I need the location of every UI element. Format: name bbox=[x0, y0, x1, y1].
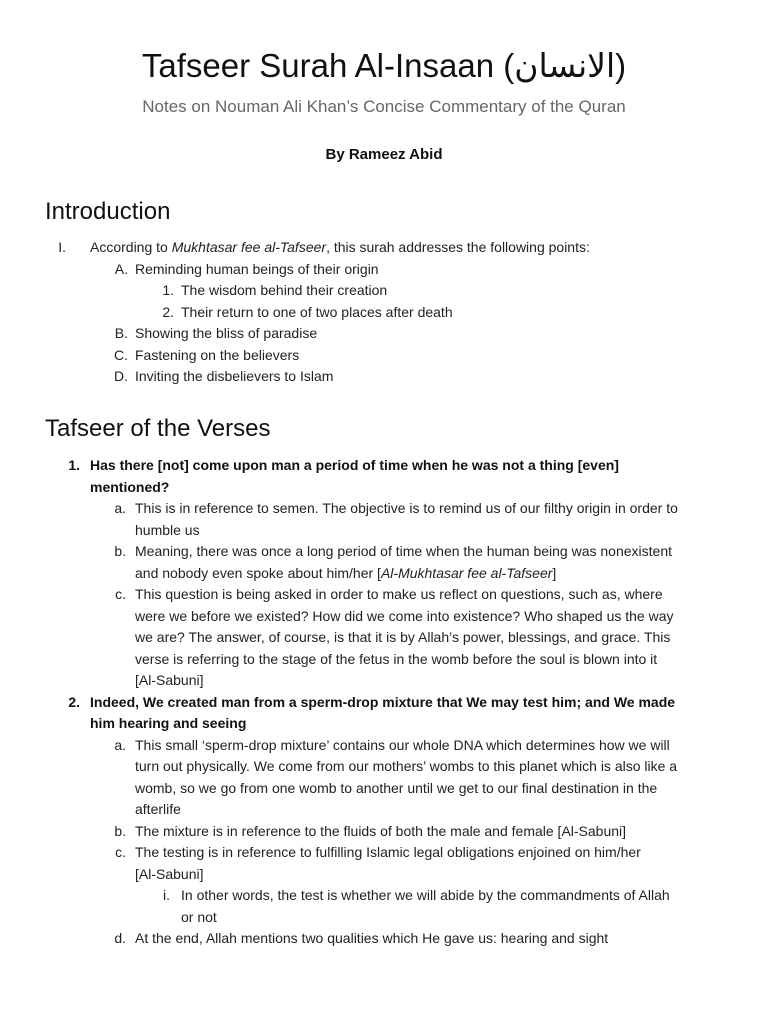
verse-2-text-line: Indeed, We created man from a sperm-drop mixture that We may test him; and We made bbox=[90, 693, 676, 710]
verse-1-note-b-line: and nobody even spoke about him/her [Al-Mukhtasar fee al-Tafseer] bbox=[135, 564, 557, 581]
document-subtitle: Notes on Nouman Ali Khan’s Concise Commentary of the Quran bbox=[142, 97, 626, 116]
list-marker: b. bbox=[114, 822, 126, 839]
list-marker: c. bbox=[115, 844, 126, 860]
verse-1-note-c-line: we are? The answer, of course, is that it is by Allah’s power, blessings, and grace. This bbox=[135, 629, 671, 645]
list-marker: A. bbox=[114, 260, 128, 277]
list-marker: 1. bbox=[162, 282, 174, 298]
list-marker: D. bbox=[114, 368, 128, 384]
intro-item-1: According to Mukhtasar fee al-Tafseer, this surah addresses the following points: bbox=[90, 239, 590, 255]
verse-2-note-c-i-line: or not bbox=[181, 908, 217, 925]
verse-1-note-a-line: This is in reference to semen. The objective is to remind us of our filthy origin in order to bbox=[135, 500, 678, 516]
verse-2-note-a-line: afterlife bbox=[135, 801, 181, 817]
verse-2-note-a-line: womb, so we go from one womb to another until we get to our final destination in the bbox=[135, 779, 658, 796]
verse-1-note-a-line: humble us bbox=[135, 521, 200, 538]
verse-1-note-c-line: were we before we existed? How did we come into existence? Who shaped us the way bbox=[135, 607, 674, 624]
list-marker: b. bbox=[114, 543, 126, 559]
intro-item-b: Showing the bliss of paradise bbox=[135, 325, 318, 341]
list-marker: C. bbox=[114, 346, 128, 363]
list-marker: i. bbox=[163, 887, 170, 903]
list-marker: a. bbox=[114, 500, 126, 516]
document-title: Tafseer Surah Al-Insaan (الانسان) bbox=[141, 47, 627, 84]
verse-1-note-c-line: verse is referring to the stage of the fetus in the womb before the soul is blown into it bbox=[135, 650, 658, 667]
verse-2-note-c-line: The testing is in reference to fulfilling Islamic legal obligations enjoined on him/her bbox=[135, 844, 641, 860]
intro-item-d: Inviting the disbelievers to Islam bbox=[135, 368, 334, 384]
list-marker: a. bbox=[114, 736, 126, 753]
verse-2-note-c-i-line: In other words, the test is whether we will abide by the commandments of Allah bbox=[181, 887, 670, 903]
list-marker: 2. bbox=[162, 303, 174, 320]
verse-2-note-d-line: At the end, Allah mentions two qualities which He gave us: hearing and sight bbox=[135, 930, 609, 946]
verse-number: 1. bbox=[68, 457, 80, 473]
verse-2-note-b-line: The mixture is in reference to the fluids of both the male and female [Al-Sabuni] bbox=[135, 822, 627, 839]
list-marker: d. bbox=[114, 930, 126, 946]
verse-1-text-line: Has there [not] come upon man a period of time when he was not a thing [even] bbox=[90, 457, 619, 473]
verse-1-text-line: mentioned? bbox=[90, 478, 170, 495]
verse-number: 2. bbox=[68, 693, 80, 710]
intro-item-a: Reminding human beings of their origin bbox=[135, 260, 379, 277]
verse-1-note-c-line: [Al-Sabuni] bbox=[135, 672, 204, 688]
verse-2-note-a-line: This small ‘sperm-drop mixture’ contains our whole DNA which determines how we will bbox=[135, 736, 670, 753]
verse-1-note-c-line: This question is being asked in order to make us reflect on questions, such as, where bbox=[135, 586, 663, 602]
list-marker: I. bbox=[58, 239, 66, 255]
verse-2-text-line: him hearing and seeing bbox=[90, 715, 247, 731]
intro-item-a1: The wisdom behind their creation bbox=[181, 282, 388, 298]
heading-introduction: Introduction bbox=[45, 198, 171, 225]
verse-2-note-a-line: turn out physically. We come from our mothers’ wombs to this planet which is also like a bbox=[135, 758, 678, 774]
list-marker: B. bbox=[114, 325, 128, 341]
verse-1-note-b-line: Meaning, there was once a long period of time when the human being was nonexistent bbox=[135, 543, 673, 559]
list-marker: c. bbox=[115, 586, 126, 602]
intro-item-a2: Their return to one of two places after death bbox=[181, 303, 453, 320]
verse-2-note-c-line: [Al-Sabuni] bbox=[135, 865, 204, 882]
heading-tafseer-verses: Tafseer of the Verses bbox=[45, 415, 271, 442]
document-author: By Rameez Abid bbox=[325, 146, 443, 163]
intro-item-c: Fastening on the believers bbox=[135, 346, 300, 363]
